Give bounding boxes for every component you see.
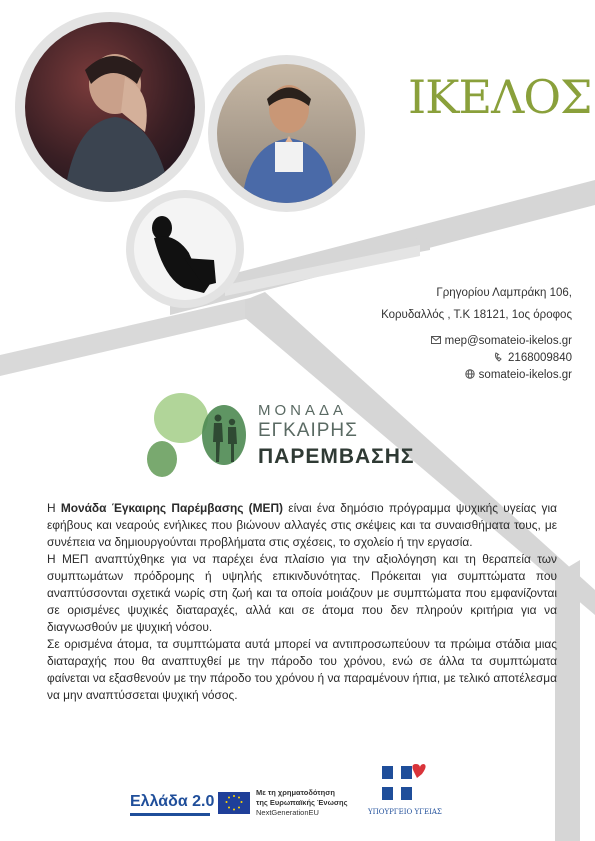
unit-title-line-2: ΕΓΚΑΙΡΗΣ — [258, 420, 358, 441]
paragraph-3: Σε ορισμένα άτομα, τα συμπτώματα αυτά μπορεί να αντιπροσωπεύουν τα πρώιμα στάδια μιας διαταραχής που θα αναπτυχθεί με την πάροδο του χρόνου, ενώ σε άλλα τα συμπτώματα φαίνεται να εξασθενούν με την πάροδο του χρόνου ή να παραμένουν ήπια, με τελικό αποτέλεσμα να μην αναπτύσσεται ψυχική νόσος. — [47, 637, 557, 702]
website-row[interactable] — [465, 369, 572, 381]
phone-row[interactable] — [494, 352, 572, 364]
phone-text[interactable]: 2168009840 — [508, 352, 572, 364]
photo-circle-praying-boy — [208, 55, 365, 212]
mep-logo-icon — [146, 392, 246, 484]
email-text[interactable]: mep@somateio-ikelos.gr — [444, 335, 572, 347]
photo-circle-distressed-teen — [15, 12, 205, 202]
unit-title-line-3: ΠΑΡΕΜΒΑΣΗΣ — [258, 445, 415, 468]
address-line-1: Γρηγορίου Λαμπράκη 106, — [436, 287, 572, 299]
email-row[interactable] — [431, 335, 572, 347]
globe-icon — [465, 369, 475, 379]
eu-text-3: NextGenerationEU — [256, 808, 319, 817]
mail-icon — [431, 335, 441, 345]
eu-text-1: Με τη χρηματοδότηση — [256, 788, 335, 797]
health-cross-icon — [376, 762, 426, 806]
eu-flag-icon — [218, 792, 250, 814]
teen-figure-icon — [25, 22, 195, 192]
website-text[interactable]: somateio-ikelos.gr — [478, 369, 572, 381]
program-name: Μονάδα Έγκαιρης Παρέμβασης (ΜΕΠ) — [60, 501, 284, 515]
address-line-2: Κορυδαλλός , Τ.Κ 18121, 1ος όροφος — [381, 309, 572, 321]
greece20-text: Ελλάδα 2.0 — [130, 793, 215, 810]
description-text — [47, 500, 557, 704]
sitting-silhouette-icon — [134, 198, 236, 300]
photo-circle-silhouette — [126, 190, 244, 308]
greece20-logo — [130, 793, 214, 816]
ikelos-logo: ΙΚΕΛΟΣ — [408, 70, 592, 124]
ministry-health-logo — [368, 762, 458, 816]
paragraph-1: Η Μονάδα Έγκαιρης Παρέμβασης (ΜΕΠ) είναι ένα δημόσιο πρόγραμμα ψυχικής υγείας για εφήβους και νεαρούς ενήλικες που βιώνουν αλλαγές στις σκέψεις και τα συναισθήματα τους, με συνέπεια να δημιουργούνται προβλήματα στις σχέσεις, το σχολείο ή την εργασία. — [47, 501, 557, 549]
ministry-text: ΥΠΟΥΡΓΕΙΟ ΥΓΕΙΑΣ — [368, 808, 442, 816]
boy-figure-icon — [217, 64, 356, 203]
unit-title-line-1: ΜΟΝΑΔΑ — [258, 402, 348, 419]
phone-icon — [494, 352, 504, 362]
eu-text-2: της Ευρωπαϊκής Ένωσης — [256, 798, 348, 807]
paragraph-2: Η ΜΕΠ αναπτύχθηκε για να παρέχει ένα πλαίσιο για την αξιολόγηση και τη θεραπεία των συμπτωμάτων πρόδρομης ή υψηλής επικινδυνότητας. Πρόκειται για συμπτώματα που αναπτύσσονται σχετικά νωρίς στη ζωή και τα οποία μοιάζουν με συμπτώματα που εμφανίζονται σε ορισμένες ψυχικές διαταραχές, αλλά και σε άτομα που δεν πληρούν κριτήρια για να διαγνωσθούν με ψυχική νόσου. — [47, 552, 557, 634]
